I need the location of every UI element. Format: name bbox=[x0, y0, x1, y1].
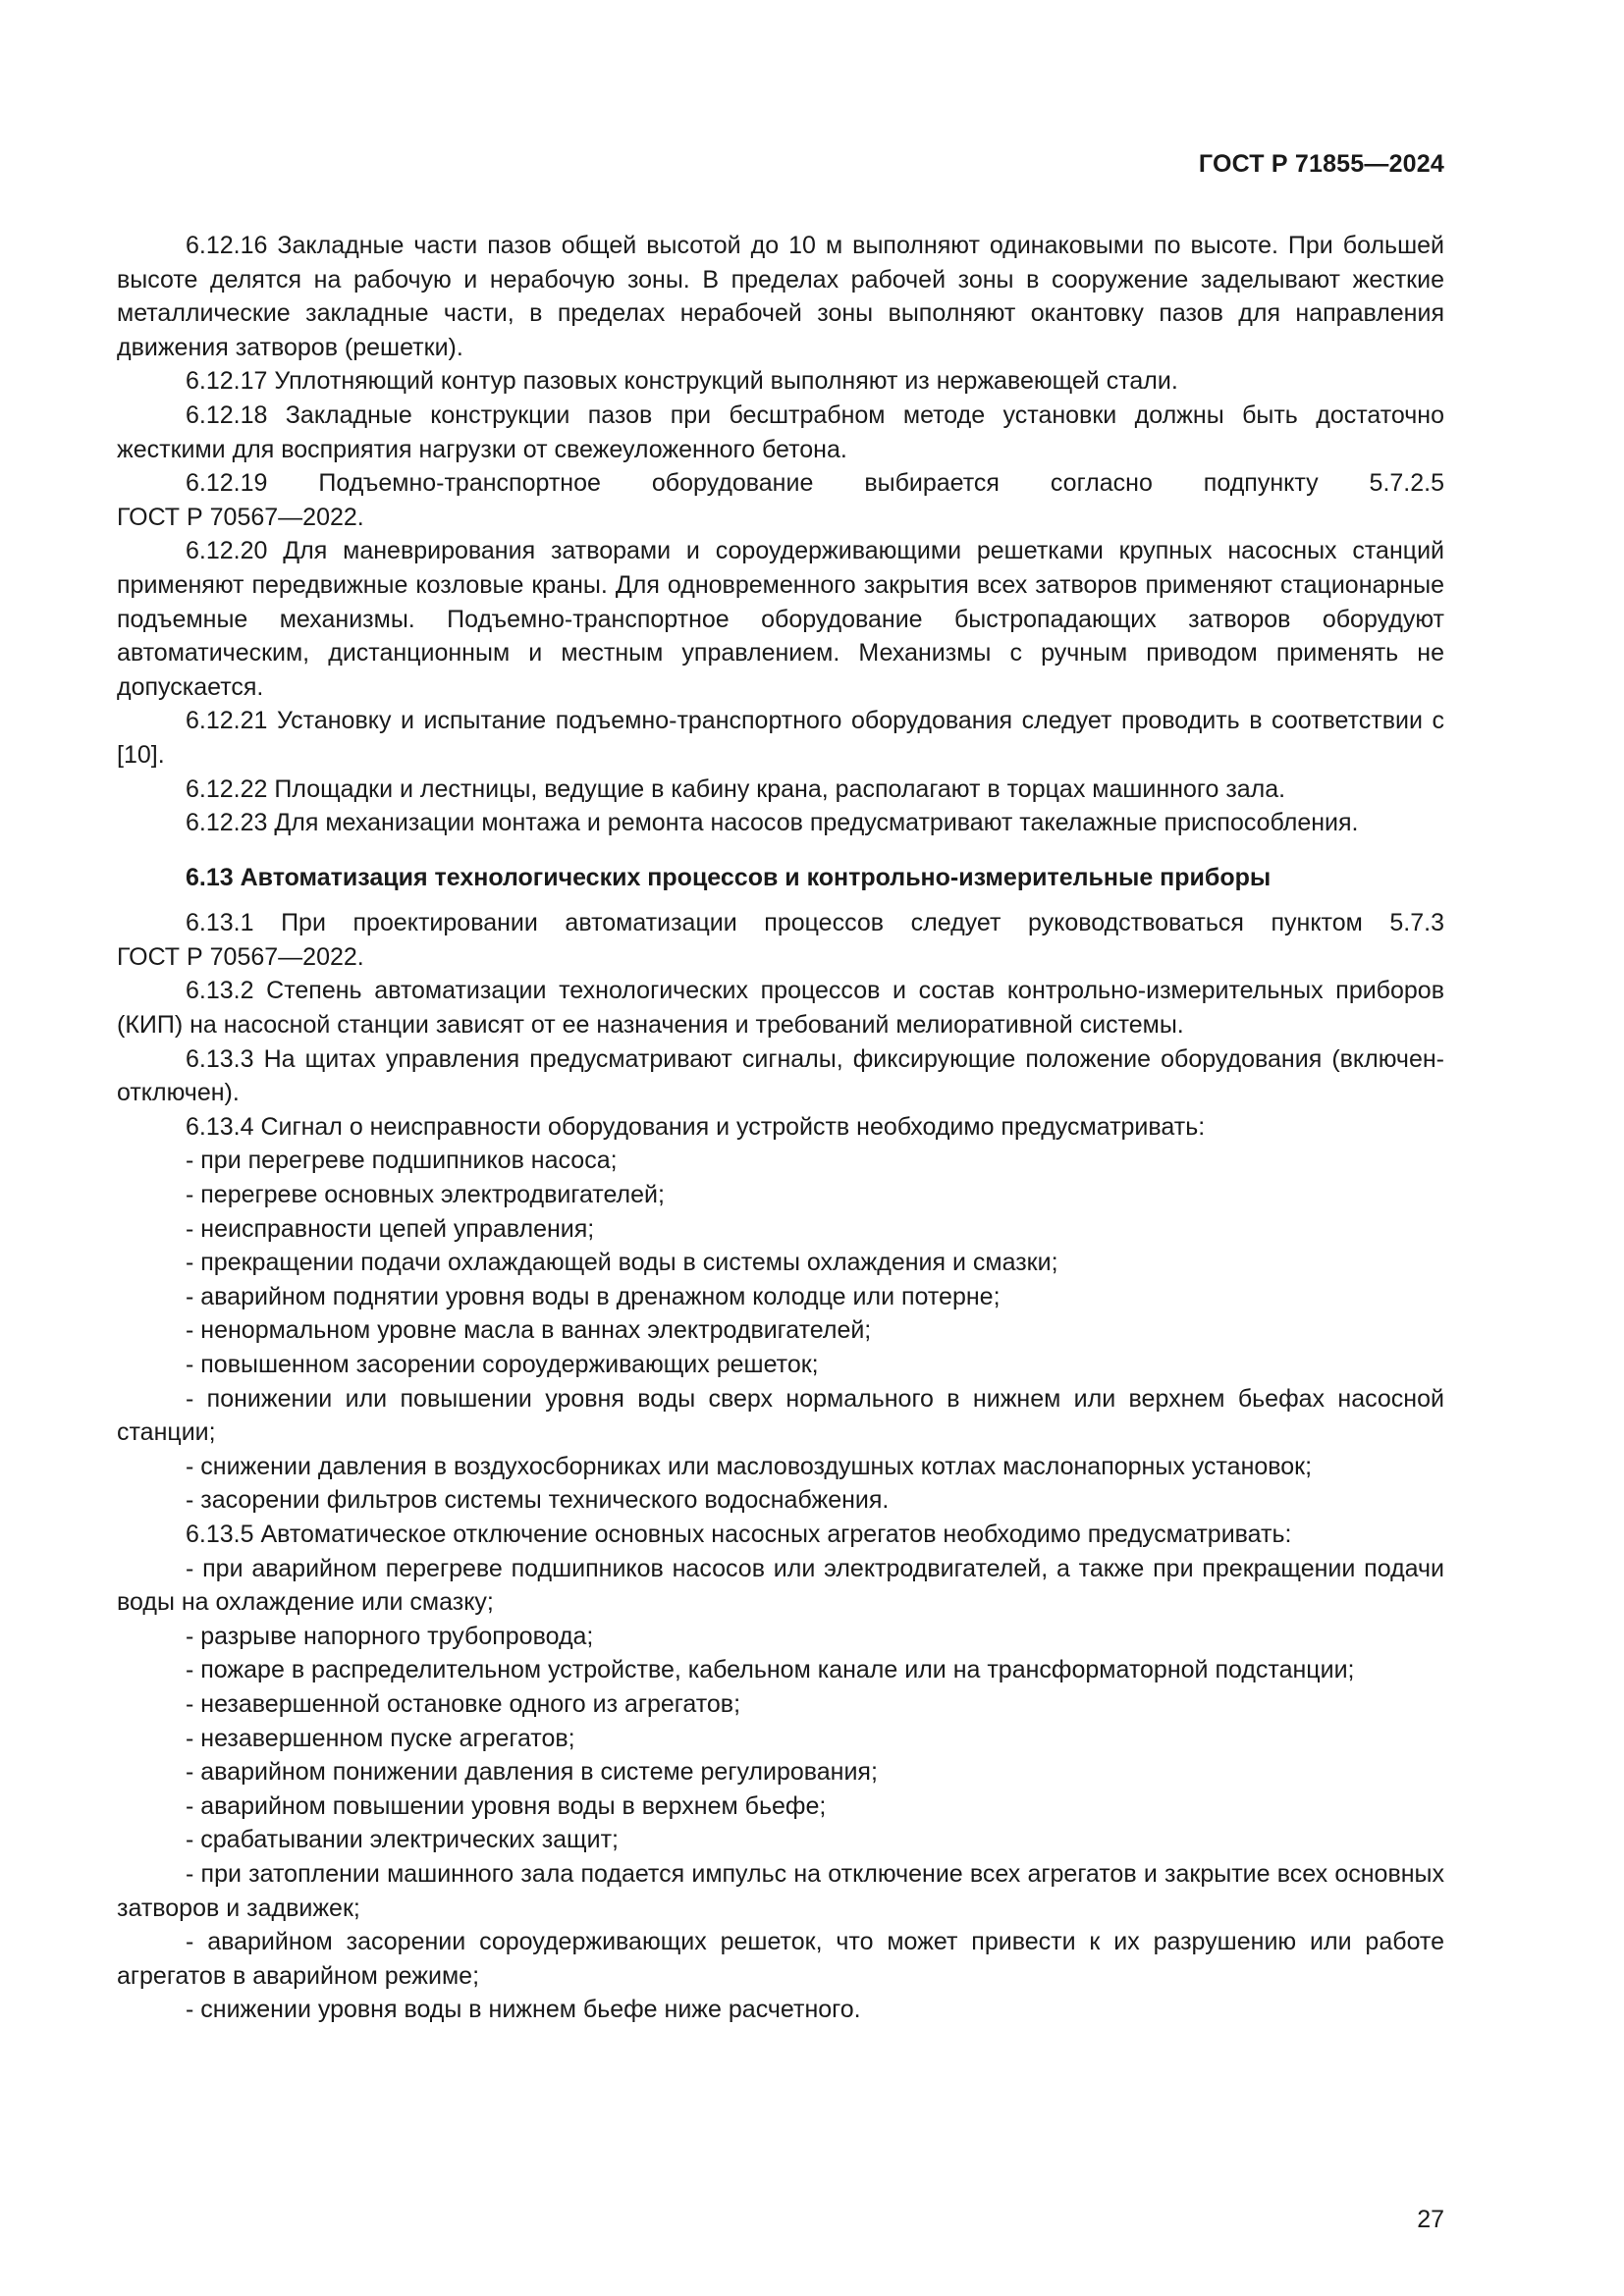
list-item: - аварийном понижении давления в системе регулирования; bbox=[186, 1758, 878, 1787]
list-item: - незавершенном пуске агрегатов; bbox=[186, 1724, 575, 1752]
list-item: - аварийном повышении уровня воды в верхнем бьефе; bbox=[186, 1791, 827, 1820]
list-item: - при аварийном перегреве подшипников насосов или электродвигателей, а также при прекращении подачи воды на охлаждение или смазку; bbox=[117, 1554, 1444, 1617]
list-item: - срабатывании электрических защит; bbox=[186, 1826, 619, 1854]
list-item: - перегреве основных электродвигателей; bbox=[186, 1181, 665, 1209]
clause-6-12-19-line2: ГОСТ Р 70567—2022. bbox=[117, 503, 364, 531]
clause-6-12-20: 6.12.20 Для маневрирования затворами и сороудерживающими решетками крупных насосных станций применяют передвижные козловые краны. Для одновременного закрытия всех затворов применяют стационарные подъемные механизмы. Подъемно-транспортное оборудование быстропадающих затворов оборудуют автоматическим, дистанционным и местным управлением. Механизмы с ручным приводом применять не допускается. bbox=[117, 537, 1444, 701]
list-item: - разрыве напорного трубопровода; bbox=[186, 1622, 594, 1650]
clause-6-12-16: 6.12.16 Закладные части пазов общей высотой до 10 м выполняют одинаковыми по высоте. При большей высоте делятся на рабочую и нерабочую зоны. В пределах рабочей зоны в сооружение заделывают жесткие металлические закладные части, в пределах нерабочей зоны выполняют окантовку пазов для направления движения затворов (решетки). bbox=[117, 232, 1444, 361]
list-item: - при перегреве подшипников насоса; bbox=[186, 1147, 618, 1175]
clause-6-12-21: 6.12.21 Установку и испытание подъемно-транспортного оборудования следует проводить в соответствии с [10]. bbox=[117, 707, 1444, 769]
list-item: - понижении или повышении уровня воды сверх нормального в нижнем или верхнем бьефах насосной станции; bbox=[117, 1384, 1444, 1447]
list-item: - засорении фильтров системы технического водоснабжения. bbox=[186, 1486, 890, 1515]
clause-6-12-23: 6.12.23 Для механизации монтажа и ремонта насосов предусматривают такелажные приспособления. bbox=[186, 809, 1359, 837]
section-title-6-13: 6.13 Автоматизация технологических процессов и контрольно-измерительные приборы bbox=[186, 863, 1272, 891]
list-item: - аварийном поднятии уровня воды в дренажном колодце или потерне; bbox=[186, 1282, 1001, 1310]
document-body bbox=[117, 229, 1444, 2027]
list-item: - неисправности цепей управления; bbox=[186, 1214, 595, 1243]
clause-6-13-3: 6.13.3 На щитах управления предусматривают сигналы, фиксирующие положение оборудования (включен-отключен). bbox=[117, 1044, 1444, 1107]
clause-6-13-1-line1: 6.13.1 При проектировании автоматизации процессов следует руководствоваться пунктом 5.7.3 bbox=[186, 909, 1444, 937]
malfunction-signal-list bbox=[117, 1144, 1444, 1518]
list-item: - незавершенной остановке одного из агрегатов; bbox=[186, 1689, 741, 1718]
list-item: - пожаре в распределительном устройстве, кабельном канале или на трансформаторной подстанции; bbox=[186, 1656, 1355, 1684]
clause-6-13-4: 6.13.4 Сигнал о неисправности оборудования и устройств необходимо предусматривать: bbox=[186, 1112, 1206, 1141]
page-number: 27 bbox=[1417, 2206, 1444, 2233]
list-item: - повышенном засорении сороудерживающих решеток; bbox=[186, 1351, 819, 1378]
clause-6-12-22: 6.12.22 Площадки и лестницы, ведущие в кабину крана, располагают в торцах машинного зала. bbox=[186, 774, 1286, 803]
list-item: - при затоплении машинного зала подается импульс на отключение всех агрегатов и закрытие всех основных затворов и задвижек; bbox=[117, 1859, 1444, 1922]
list-item: - прекращении подачи охлаждающей воды в системы охлаждения и смазки; bbox=[186, 1249, 1058, 1277]
document-code: ГОСТ Р 71855—2024 bbox=[1198, 150, 1444, 178]
clause-6-12-17: 6.12.17 Уплотняющий контур пазовых конструкций выполняют из нержавеющей стали. bbox=[186, 367, 1178, 396]
clause-6-13-2: 6.13.2 Степень автоматизации технологических процессов и состав контрольно-измерительных приборов (КИП) на насосной станции зависят от ее назначения и требований мелиоративной системы. bbox=[117, 977, 1444, 1040]
list-item: - снижении давления в воздухосборниках или масловоздушных котлах маслонапорных установок; bbox=[186, 1452, 1313, 1480]
list-item: - аварийном засорении сороудерживающих решеток, что может привести к их разрушению или работе агрегатов в аварийном режиме; bbox=[117, 1928, 1444, 1990]
list-item: - ненормальном уровне масла в ваннах электродвигателей; bbox=[186, 1316, 872, 1345]
clause-6-13-1-line2: ГОСТ Р 70567—2022. bbox=[117, 942, 364, 971]
automatic-shutdown-list bbox=[117, 1552, 1444, 2027]
clause-6-12-19-line1: 6.12.19 Подъемно-транспортное оборудование выбирается согласно подпункту 5.7.2.5 bbox=[186, 469, 1444, 498]
list-item: - снижении уровня воды в нижнем бьефе ниже расчетного. bbox=[186, 1996, 861, 2024]
clause-6-13-5: 6.13.5 Автоматическое отключение основных насосных агрегатов необходимо предусматривать: bbox=[186, 1520, 1292, 1548]
clause-6-12-18: 6.12.18 Закладные конструкции пазов при бесштрабном методе установки должны быть достаточно жесткими для восприятия нагрузки от свежеуложенного бетона. bbox=[117, 400, 1444, 463]
